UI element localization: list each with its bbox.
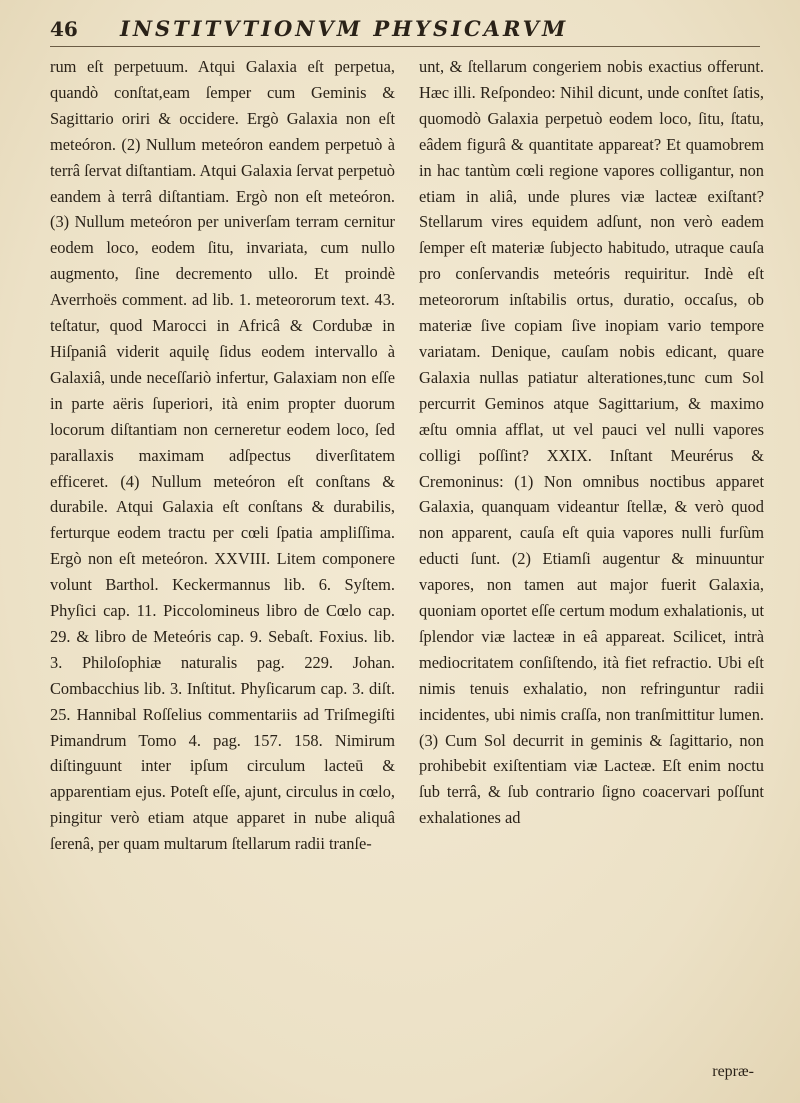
catchword: repræ-: [712, 1063, 754, 1080]
page-number: 46: [50, 17, 78, 41]
right-column-text: unt, & ſtellarum congeriem nobis exactius offerunt. Hæc illi. Reſpondeo: Nihil dicunt, unde conſtet ſatis, quomodò Galaxia perpetuò eodem loco, ſitu, ſtatu, eâdem figurâ & quantitate appareat? Et quamobrem in hac tantùm cœli regione vapores colligantur, non etiam in aliâ, unde plures viæ lacteæ exiſtant? Stellarum vires equidem adſunt, non verò eadem ſemper eſt materiæ ſubjecto habitudo, utraque cauſa pro conſervandis meteóris requiritur. Indè eſt meteororum inſtabilis ortus, duratio, occaſus, ob materiæ ſive copiam ſive inopiam vario tempore variatam. Denique, cauſam nobis edicant, quare Galaxia nullas patiatur alterationes,tunc cum Sol percurrit Geminos atque Sagittarium, & maximo æſtu omnia afflat, ut vel pauci vel nulli vapores colligi poſſint? XXIX. Inſtant Meurérus & Cremoninus: (1) Non omnibus noctibus apparet Galaxia, quanquam videantur ſtellæ, & verò quod non apparent, cauſa eſt quia vapores nulli furſùm educti ſunt. (2) Etiamſi augentur & minuuntur vapores, non tamen aut major fuerit Galaxia, quoniam oportet eſſe certum modum exhalationis, ut ſplendor viæ lacteæ in eâ appareat. Scilicet, intrà mediocritatem conſiſtendo, ità fiet refractio. Ubi eſt nimis tenuis exhalatio, non refringuntur radii incidentes, ubi nimis craſſa, non tranſmittitur lumen. (3) Cum Sol decurrit in geminis & ſagittario, non prohibebit exiſtentiam viæ Lacteæ. Eſt enim noctu ſub terrâ, & ſub contrario ſigno coacervari poſſunt exhalationes ad: [419, 57, 764, 828]
text-columns: [50, 54, 764, 1063]
left-column: [50, 54, 395, 1063]
page-header: [50, 16, 760, 47]
right-column: [419, 54, 764, 1063]
left-column-text: rum eſt perpetuum. Atqui Galaxia eſt perpetua, quandò conſtat,eam ſemper cum Geminis & Sagittario oriri & occidere. Ergò Galaxia non eſt meteóron. (2) Nullum meteóron eandem perpetuò à terrâ ſervat diſtantiam. Atqui Galaxia ſervat perpetuò eandem à terrâ diſtantiam. Ergò non eſt meteóron. (3) Nullum meteóron per univerſam terram cernitur eodem loco, eodem ſitu, invariata, cum nullo augmento, ſine decremento ullo. Et proindè Averrhoës comment. ad lib. 1. meteororum text. 43. teſtatur, quod Marocci in Africâ & Cordubæ in Hiſpaniâ viderit aquilę ſidus eodem intervallo à Galaxiâ, unde neceſſariò infertur, Galaxiam non eſſe in parte aëris ſuperiori, ità enim propter duorum locorum diſtantiam non cerneretur eodem loco, ſed parallaxis maximam adſpectus diverſitatem efficeret. (4) Nullum meteóron eſt conſtans & durabile. Atqui Galaxia eſt conſtans & durabilis, ferturque eodem tractu per cœli ſpatia ampliſſima. Ergò non eſt meteóron. XXVIII. Litem componere volunt Barthol. Keckermannus lib. 6. Syſtem. Phyſici cap. 11. Piccolomineus libro de Cœlo cap. 29. & libro de Meteóris cap. 9. Sebaſt. Foxius. lib. 3. Philoſophiæ naturalis pag. 229. Johan. Combacchius lib. 3. Inſtitut. Phyſicarum cap. 3. diſt. 25. Hannibal Roſſelius commentariis ad Triſmegiſti Pimandrum Tomo 4. pag. 157. 158. Nimirum diſtinguunt inter ipſum circulum lacteū & apparentiam ejus. Poteſt eſſe, ajunt, circulus in cœlo, pingitur verò etiam atque apparet in nube aliquâ ſerenâ, per quam multarum ſtellarum radii tranſe-: [50, 57, 395, 854]
running-head: INSTITVTIONVM PHYSICARVM: [120, 16, 569, 41]
